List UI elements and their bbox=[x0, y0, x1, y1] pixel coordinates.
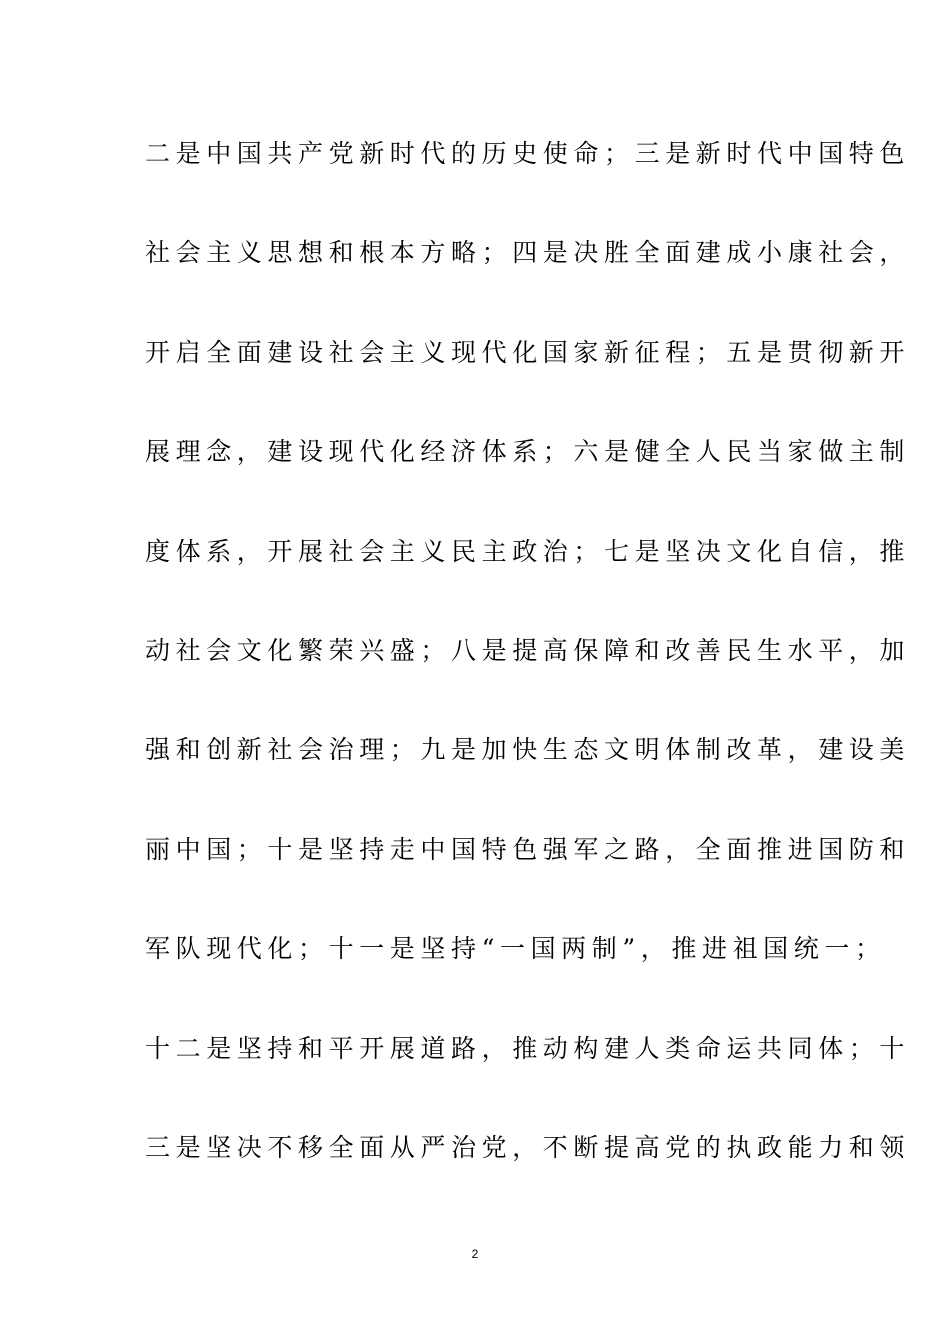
text-line-6: 动社会文化繁荣兴盛；八是提高保障和改善民生水平，加 bbox=[145, 635, 911, 665]
text-line-9: 军队现代化；十一是坚持“一国两制”，推进祖国统一； bbox=[145, 934, 886, 964]
text-line-4: 展理念，建设现代化经济体系；六是健全人民当家做主制 bbox=[145, 437, 911, 467]
text-line-8: 丽中国；十是坚持走中国特色强军之路，全面推进国防和 bbox=[145, 834, 911, 864]
text-line-7: 强和创新社会治理；九是加快生态文明体制改革，建设美 bbox=[145, 735, 911, 765]
page-number: 2 bbox=[471, 1247, 479, 1261]
text-line-1: 二是中国共产党新时代的历史使命；三是新时代中国特色 bbox=[145, 139, 911, 168]
text-line-10: 十二是坚持和平开展道路，推动构建人类命运共同体；十 bbox=[145, 1033, 911, 1063]
body-text bbox=[145, 128, 911, 1221]
text-line-5: 度体系，开展社会主义民主政治；七是坚决文化自信，推 bbox=[145, 536, 911, 566]
text-line-2: 社会主义思想和根本方略；四是决胜全面建成小康社会， bbox=[145, 238, 911, 268]
text-line-11: 三是坚决不移全面从严治党，不断提高党的执政能力和领 bbox=[145, 1132, 911, 1162]
text-line-3: 开启全面建设社会主义现代化国家新征程；五是贯彻新开 bbox=[145, 337, 911, 367]
